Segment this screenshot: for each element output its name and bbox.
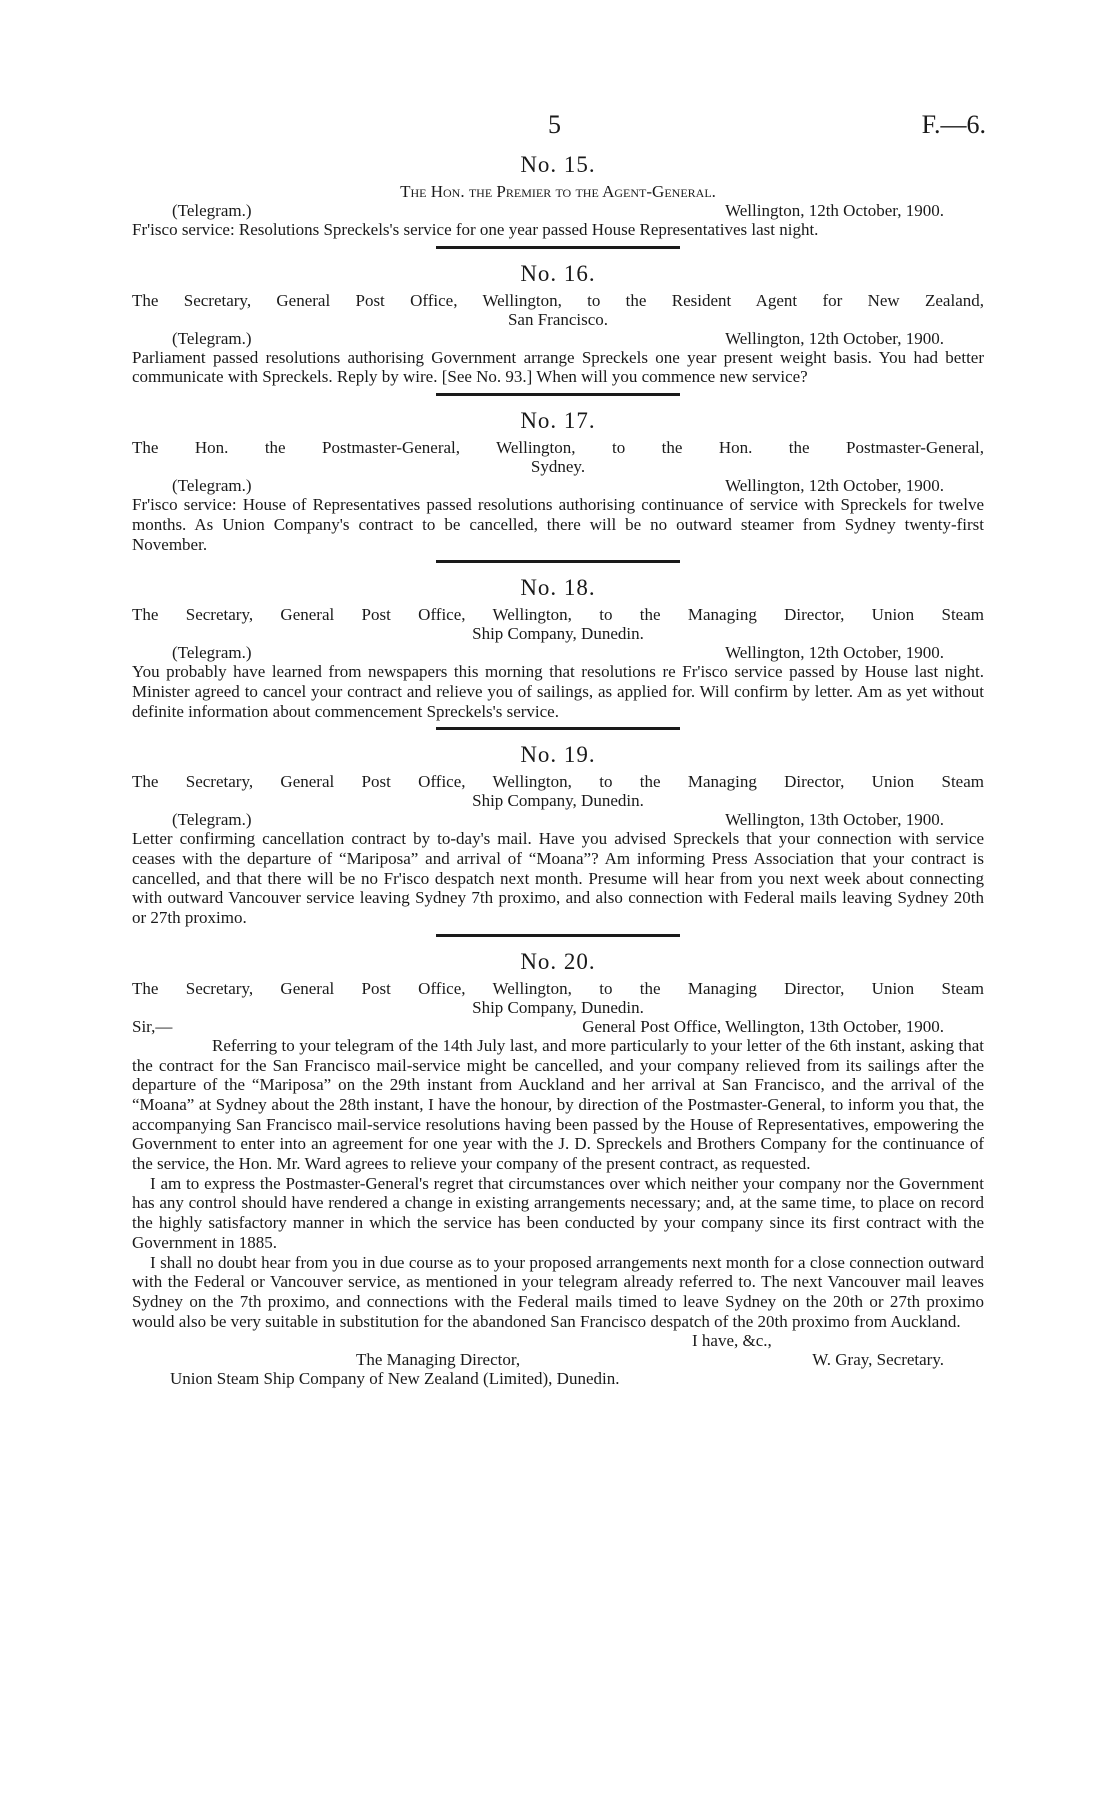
item-number: No. 17. bbox=[520, 408, 596, 434]
document-body bbox=[132, 152, 984, 1388]
item-heading-continued: San Francisco. bbox=[507, 309, 609, 329]
letter-closing bbox=[132, 1331, 984, 1350]
section-divider bbox=[436, 246, 680, 249]
message-body: Fr'isco service: House of Representatives passed resolutions authorising continuance of service with Spreckels for twelve months. As Union Company's contract to be cancelled, there will be no outward steamer from Sydney twenty-first November. bbox=[132, 495, 984, 554]
item-no-15 bbox=[132, 152, 984, 249]
message-type: (Telegram.) bbox=[172, 643, 252, 663]
item-heading: The Hon. the Premier to the Agent-General. bbox=[400, 182, 716, 201]
item-no-18 bbox=[132, 575, 984, 730]
message-type: (Telegram.) bbox=[172, 476, 252, 496]
item-number: No. 16. bbox=[520, 260, 596, 286]
item-number: No. 19. bbox=[520, 742, 596, 768]
item-heading-continued: Ship Company, Dunedin. bbox=[472, 997, 644, 1017]
item-no-19 bbox=[132, 742, 984, 937]
letter-line bbox=[132, 1017, 984, 1036]
item-heading: The Hon. the Postmaster-General, Wellington, to the Hon. the Postmaster-General, bbox=[132, 438, 984, 458]
telegram-line bbox=[132, 329, 984, 348]
message-body: Fr'isco service: Resolutions Spreckels's service for one year passed House Representatives last night. bbox=[132, 220, 819, 239]
closing-phrase: I have, &c., bbox=[692, 1331, 772, 1351]
dateline: Wellington, 12th October, 1900. bbox=[725, 328, 944, 348]
item-heading-continued: Ship Company, Dunedin. bbox=[472, 624, 644, 644]
message-type: (Telegram.) bbox=[172, 810, 252, 830]
item-heading: The Secretary, General Post Office, Wellington, to the Managing Director, Union Steam bbox=[132, 772, 984, 792]
item-heading-continued: Sydney. bbox=[530, 457, 586, 477]
message-type: (Telegram.) bbox=[172, 328, 252, 348]
section-divider bbox=[436, 934, 680, 937]
telegram-line bbox=[132, 810, 984, 829]
document-reference: F.—6. bbox=[921, 110, 986, 139]
item-number: No. 15. bbox=[520, 152, 596, 177]
telegram-line bbox=[132, 201, 984, 220]
dateline: General Post Office, Wellington, 13th October, 1900. bbox=[582, 1016, 944, 1036]
section-divider bbox=[436, 560, 680, 563]
letter-paragraph-2: I am to express the Postmaster-General's regret that circumstances over which neither your company nor the Government has any control should have rendered a change in existing arrangements necessary; and, at the same time, to place on record the highly satisfactory manner in which the service has been conducted by your company since its first contract with the Government in 1885. bbox=[132, 1173, 984, 1252]
addressee-company: Union Steam Ship Company of New Zealand (Limited), Dunedin. bbox=[170, 1369, 620, 1389]
message-body: You probably have learned from newspapers this morning that resolutions re Fr'isco service passed by House last night. Minister agreed to cancel your contract and relieve you of sailings, as applied for. Will confirm by letter. Am as yet without definite information about commencement Spreckels's service. bbox=[132, 662, 984, 721]
dateline: Wellington, 12th October, 1900. bbox=[725, 643, 944, 663]
letter-paragraph-3: I shall no doubt hear from you in due course as to your proposed arrangements next month for a close connection outward with the Federal or Vancouver service, as mentioned in your telegram already referred to. The next Vancouver mail leaves Sydney on the 7th proximo, and connections with the Federal mails timed to leave Sydney on the 20th or 27th proximo would also be very suitable in substitution for the abandoned San Francisco despatch of the 20th proximo from Auckland. bbox=[132, 1252, 984, 1331]
item-heading: The Secretary, General Post Office, Wellington, to the Resident Agent for New Zealand, bbox=[132, 290, 984, 310]
message-type: (Telegram.) bbox=[172, 201, 252, 220]
item-no-20 bbox=[132, 949, 984, 1389]
item-number: No. 18. bbox=[520, 575, 596, 601]
section-divider bbox=[436, 727, 680, 730]
addressee-signature-line bbox=[132, 1350, 984, 1369]
dateline: Wellington, 12th October, 1900. bbox=[725, 201, 944, 220]
message-body: Parliament passed resolutions authorising Government arrange Spreckels one year present weight basis. You had better communicate with Spreckels. Reply by wire. [See No. 93.] When will you commence new service? bbox=[132, 347, 984, 387]
dateline: Wellington, 12th October, 1900. bbox=[725, 476, 944, 496]
item-no-17 bbox=[132, 408, 984, 563]
dateline: Wellington, 13th October, 1900. bbox=[725, 810, 944, 830]
item-heading: The Secretary, General Post Office, Wellington, to the Managing Director, Union Steam bbox=[132, 605, 984, 625]
telegram-line bbox=[132, 476, 984, 495]
message-body: Letter confirming cancellation contract by to-day's mail. Have you advised Spreckels that your connection with service ceases with the departure of “Mariposa” and arrival of “Moana”? Am informing Press Association that your contract is cancelled, and that there will be no Fr'isco despatch next month. Presume will hear from you next week about connecting with outward Vancouver service leaving Sydney 7th proximo, and also connection with Federal mails leaving Sydney 20th or 27th proximo. bbox=[132, 829, 984, 928]
letter-paragraph-1: Referring to your telegram of the 14th July last, and more particularly to your letter of the 6th instant, asking that the contract for the San Francisco mail-service might be cancelled, and your company relieved from its sailings after the departure of the “Mariposa” on the 29th instant from Auckland and her arrival at San Francisco, and the arrival of the “Moana” at Sydney about the 28th instant, I have the honour, by direction of the Postmaster-General, to inform you that, the accompanying San Francisco mail-service resolutions having been passed by the House of Representatives, empowering the Government to enter into an agreement for one year with the J. D. Spreckels and Brothers Company for the continuance of the service, the Hon. Mr. Ward agrees to relieve your company of the present contract, as requested. bbox=[132, 1035, 984, 1174]
telegram-line bbox=[132, 643, 984, 662]
item-heading: The Secretary, General Post Office, Wellington, to the Managing Director, Union Steam bbox=[132, 978, 984, 998]
page-number: 5 bbox=[548, 110, 561, 139]
addressee-title: The Managing Director, bbox=[356, 1350, 521, 1370]
item-no-16 bbox=[132, 261, 984, 396]
signature: W. Gray, Secretary. bbox=[812, 1350, 944, 1370]
section-divider bbox=[436, 393, 680, 396]
item-number: No. 20. bbox=[520, 948, 596, 974]
salutation: Sir,— bbox=[132, 1016, 173, 1036]
item-heading-continued: Ship Company, Dunedin. bbox=[472, 791, 644, 811]
